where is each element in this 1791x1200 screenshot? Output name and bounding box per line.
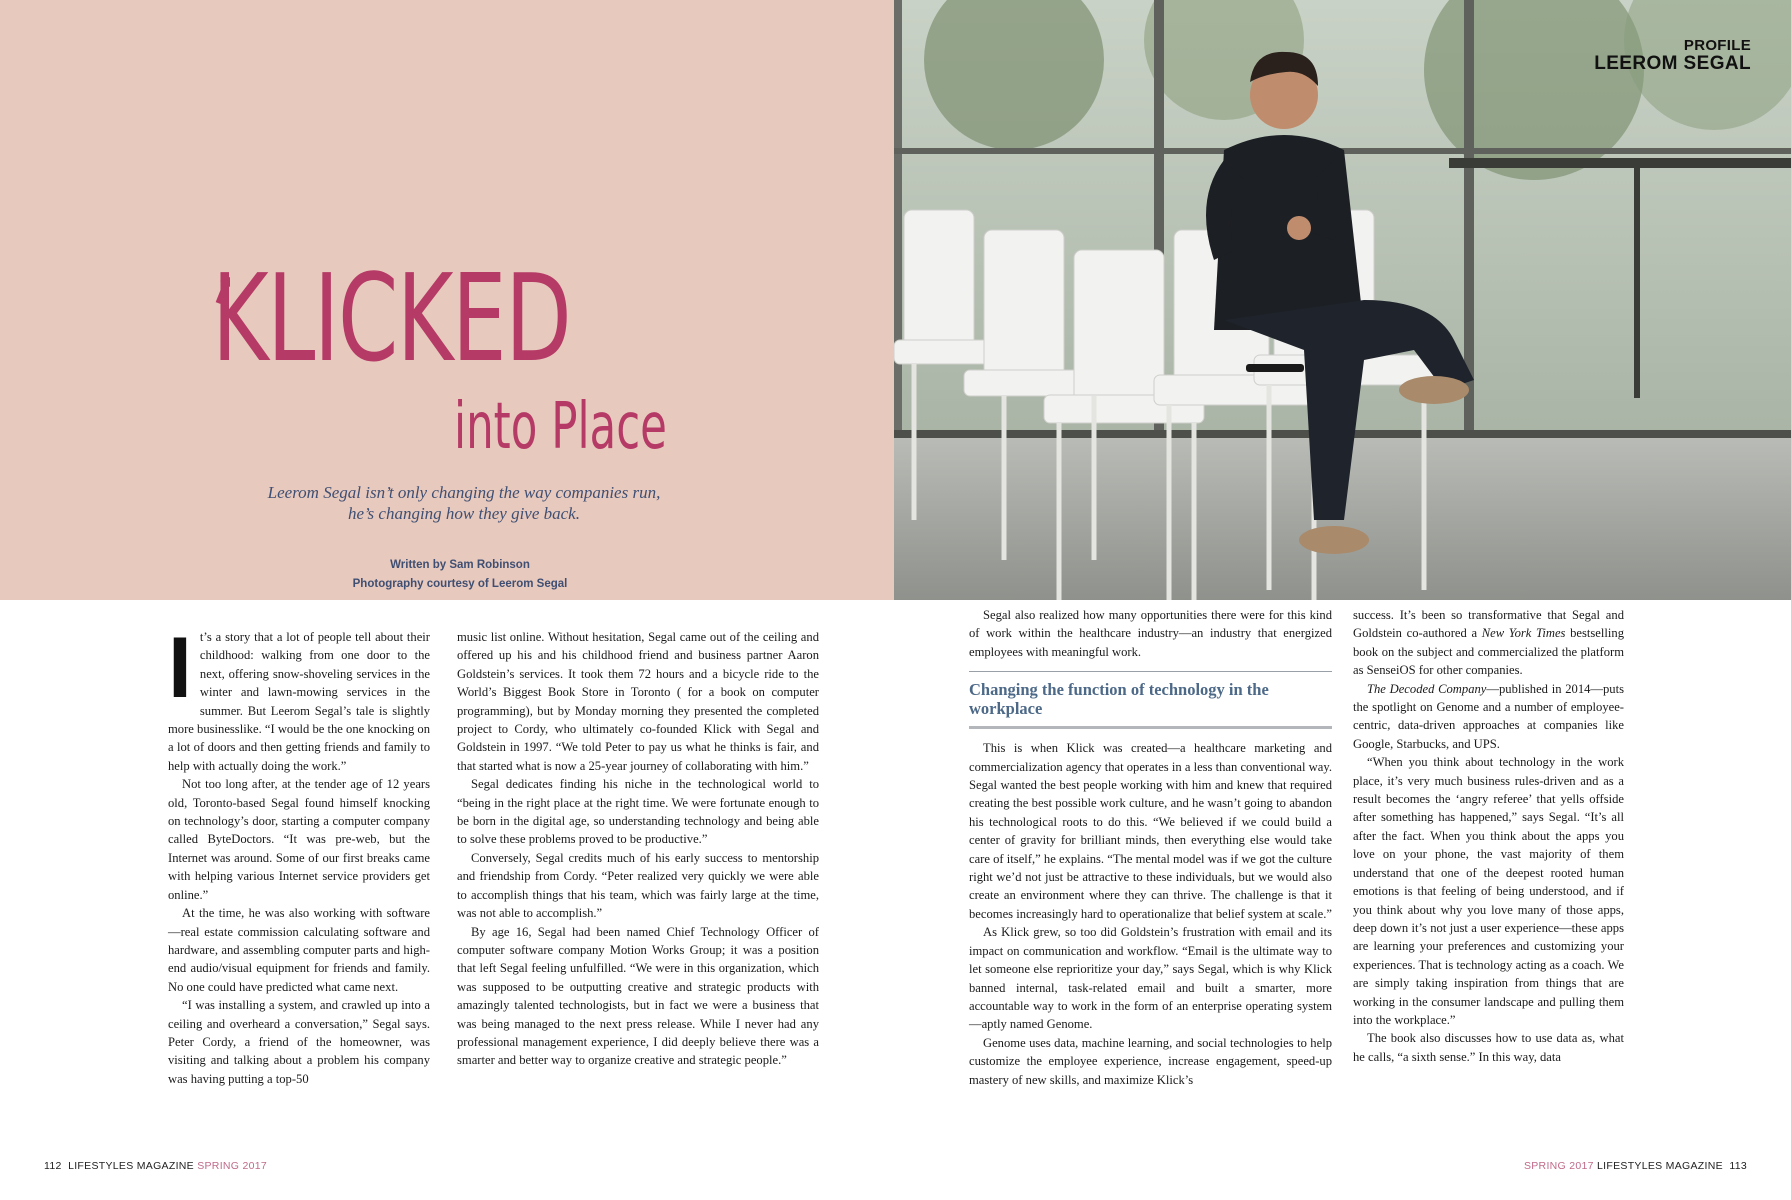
profile-tag — [1594, 38, 1751, 74]
paragraph-text: t’s a story that a lot of people tell about their childhood: walking from one door to the next, offering snow-shoveling services in the winter and lawn-mowing services in the summer. But Leerom Segal’s tale is slightly more businesslike. “I would be the one knocking on a lot of doors and then getting friends and family to help with actually doing the work.” — [168, 630, 430, 773]
subhead: Changing the function of technology in the workplace — [969, 680, 1269, 719]
page-number: 112 — [44, 1160, 62, 1172]
book-title: The Decoded Company — [1367, 681, 1487, 696]
portrait-photo — [894, 0, 1791, 600]
paragraph: Segal also realized how many opportunities there were for this kind of work within the healthcare industry—an industry that energized employees with meaningful work. — [969, 608, 1332, 659]
magazine-name: LIFESTYLES MAGAZINE — [1597, 1160, 1723, 1172]
portrait-photo-illustration — [894, 0, 1791, 600]
paragraph: “When you think about technology in the work place, it’s very much business rules-driven and as a result becomes the ‘angry referee’ that yells offside after something has happened,” says Segal. “It’s all after the fact. When you think about the apps you love on your phone, the vast majority of them understand that one of the deepest rooted human emotions is that feeling of being understood, and if you think about why you love many of those apps, deep down it’s not just a user experience—these apps are learning your preferences and customizing your experiences. That is technology acting as a coach. We are simply taking inspiration from things that are working in the consumer landscape and pulling them into the workplace.” — [1353, 755, 1624, 1027]
paragraph — [1353, 680, 1624, 754]
paragraph: This is when Klick was created—a healthcare marketing and commercialization agency that operates in a less than conventional way. Segal wanted the best people working with him and knew that required creating the best possible work culture, and he wasn’t going to abandon his technological roots to do this. “We believed if we could build a center of gravity for brilliant minds, then everything else would take care of itself,” he explains. “The mental model was if we got the culture right we’d not just be attractive to these individuals, but we would also create an environment where they can thrive. The challenge is that it becomes increasingly hard to operationalize that belief system at scale.” — [969, 741, 1332, 921]
paragraph: Genome uses data, machine learning, and social technologies to help customize the employee experience, increase engagement, speed-up mastery of new skills, and maximize Klick’s — [969, 1035, 1332, 1087]
folio-left — [44, 1160, 267, 1172]
issue-season: SPRING 2017 — [1523, 1160, 1594, 1172]
sub-headline: into Place — [454, 390, 667, 464]
subhead-block — [969, 671, 1332, 729]
paragraph-text: —published in 2014—puts the spotlight on Genome and a number of employee-centric, data-driven approaches at companies like Google, Starbucks, and UPS. — [1353, 681, 1624, 751]
article-column-2 — [457, 628, 819, 1070]
headline: KLICKED — [212, 250, 571, 389]
writer-credit: Written by Sam Robinson — [390, 559, 530, 571]
paragraph — [168, 620, 430, 775]
paragraph: By age 16, Segal had been named Chief Technology Officer of computer software company Motion Works Group; it was a position that left Segal feeling unfulfilled. “We were in this organization, which was supposed to be outputting creative and strategic products with amazingly talented technologists, but in fact we were a business that was being managed to the next press release. While I never had any professional management experience, I did deeply believe there was a smarter and better way to organize creative and strategic people.” — [457, 924, 819, 1068]
paragraph: music list online. Without hesitation, Segal came out of the ceiling and offered up his and his childhood friend and business partner Aaron Goldstein’s services. It took them 72 hours and a bicycle ride to the World’s Biggest Book Store in Toronto ( for a book on computer programming), but by Monday morning they presented the completed project to Cordy, who ultimately co-founded Klick with Segal and Goldstein in 1997. “We told Peter to pay us what he thinks is fair, and that started what is now a 25-year journey of collaborating with him.” — [457, 630, 819, 773]
paragraph: Segal dedicates finding his niche in the technological world to “being in the right place at the right time. We were fortunate enough to be born in the digital age, so understanding technology and being able to solve these problems proved to be productive.” — [457, 777, 819, 847]
subject-name: LEEROM SEGAL — [1594, 52, 1751, 74]
article-column-1 — [168, 620, 430, 1088]
paragraph: As Klick grew, so too did Goldstein’s frustration with email and its impact on communication and workflow. “Email is the ultimate way to let someone else reprioritize your day,” says Segal, which is why Klick banned internal, task-related email and built a smarter, more accountable way to work in the form of an enterprise operating system—aptly named Genome. — [969, 925, 1332, 1032]
paragraph: The book also discusses how to use data as, what he calls, “a sixth sense.” In this way, data — [1353, 1031, 1624, 1064]
paragraph-text: bestselling book on the subject and commercialized the platform as SenseiOS for other companies. — [1353, 626, 1624, 678]
credits — [300, 556, 620, 594]
photo-credit: Photography courtesy of Leerom Segal — [352, 578, 568, 590]
paragraph — [1353, 606, 1624, 680]
paragraph: Conversely, Segal credits much of his early success to mentorship and friendship from Cordy. “Peter realized very quickly we were able to accomplish things that his team, which was fairly large at the time, was not able to accomplish.” — [457, 850, 819, 921]
issue-season: SPRING 2017 — [197, 1160, 268, 1172]
folio-right — [1524, 1160, 1747, 1172]
drop-cap: I — [168, 620, 192, 716]
paragraph: Not too long after, at the tender age of 12 years old, Toronto-based Segal found himself knocking on technology’s door, starting a computer company called ByteDoctors. “It was pre-web, but the Internet was around. Some of our first breaks came with helping various Internet service providers get online.” — [168, 777, 430, 902]
paragraph: “I was installing a system, and crawled up into a ceiling and overheard a conversation,” Segal says. Peter Cordy, a friend of the homeowner, was visiting and talking about a problem his company was having putting a top-50 — [168, 998, 430, 1086]
paragraph-text: success. It’s been so transformative that Segal and Goldstein co-authored a — [1353, 608, 1624, 641]
dek-line-1: Leerom Segal isn’t only changing the way companies run, — [267, 483, 661, 502]
dek-line-2: he’s changing how they give back. — [348, 504, 580, 523]
article-column-4 — [1353, 606, 1624, 1066]
magazine-name: LIFESTYLES MAGAZINE — [68, 1160, 194, 1172]
book-title: New York Times — [1481, 626, 1566, 641]
dek — [214, 482, 714, 524]
page-number: 113 — [1729, 1160, 1747, 1172]
section-label: PROFILE — [1683, 37, 1751, 54]
paragraph: At the time, he was also working with software—real estate commission calculating software and hardware, and assembling computer parts and high-end audio/visual equipment for friends and family. No one could have predicted what came next. — [168, 906, 430, 994]
article-column-3 — [969, 606, 1332, 1089]
